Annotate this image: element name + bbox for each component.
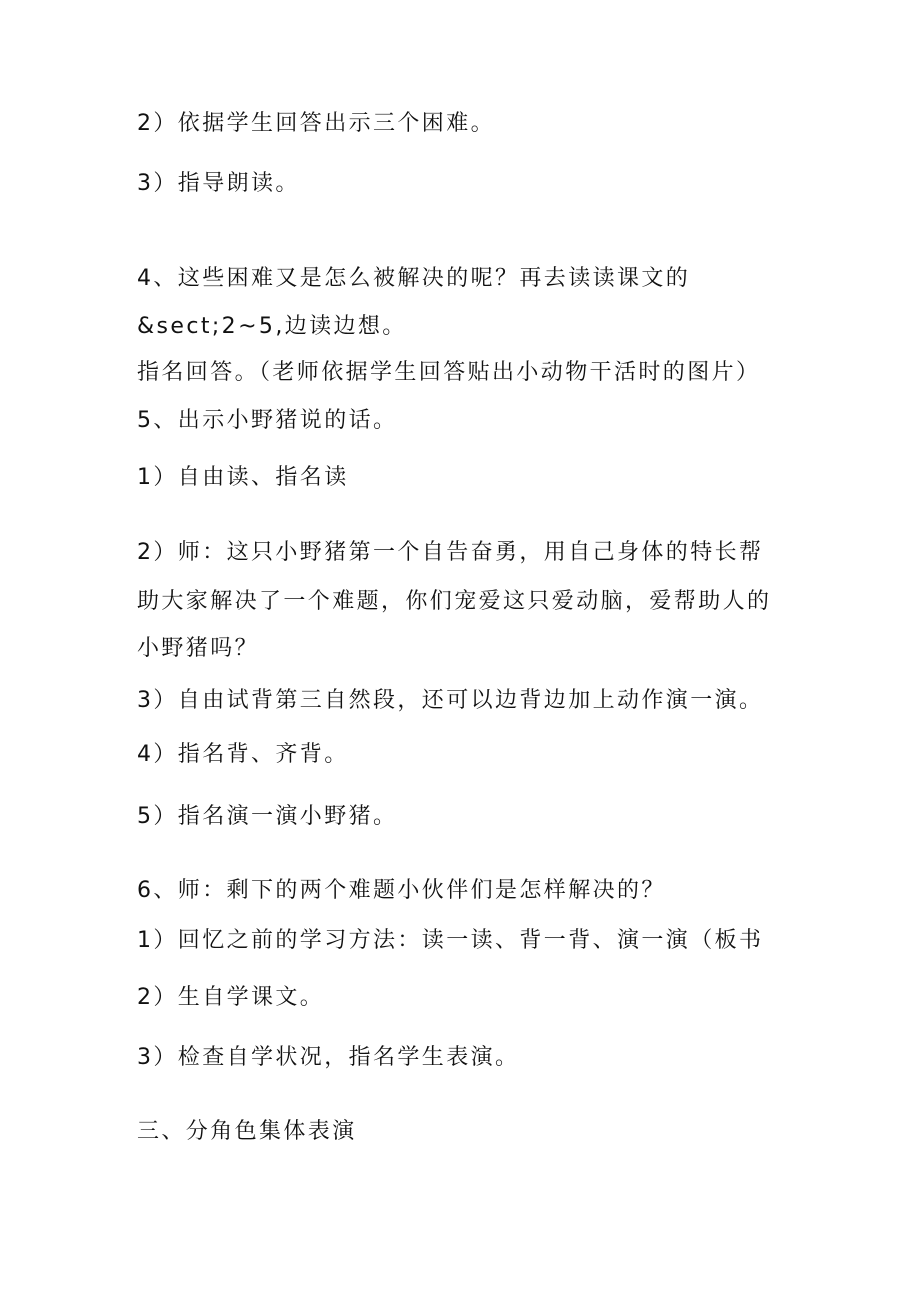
text-line-13: 5）指名演一演小野猪。	[137, 804, 398, 829]
text-line-10: 小野猪吗？	[137, 636, 260, 661]
text-line-11: 3）自由试背第三自然段，还可以边背边加上动作演一演。	[137, 688, 764, 713]
text-line-12: 4）指名背、齐背。	[137, 742, 349, 767]
text-line-7: 1）自由读、指名读	[137, 465, 349, 490]
text-line-8: 2）师：这只小野猪第一个自告奋勇，用自己身体的特长帮	[137, 540, 764, 565]
text-line-14: 6、师：剩下的两个难题小伙伴们是怎样解决的？	[137, 878, 666, 903]
text-line-15: 1）回忆之前的学习方法：读一读、背一背、演一演（板书	[137, 928, 764, 953]
text-line-6: 5、出示小野猪说的话。	[137, 408, 398, 433]
text-line-9: 助大家解决了一个难题，你们宠爱这只爱动脑，爱帮助人的	[137, 589, 772, 614]
text-line-4: &sect;2~5,边读边想。	[137, 314, 407, 339]
text-line-2: 3）指导朗读。	[137, 171, 300, 196]
text-line-1: 2）依据学生回答出示三个困难。	[137, 111, 495, 136]
text-line-3: 4、这些困难又是怎么被解决的呢？再去读读课文的	[137, 266, 691, 291]
section-heading: 三、分角色集体表演	[137, 1119, 357, 1144]
text-line-17: 3）检查自学状况，指名学生表演。	[137, 1045, 520, 1070]
text-line-5: 指名回答。（老师依据学生回答贴出小动物干活时的图片）	[137, 360, 761, 385]
text-line-16: 2）生自学课文。	[137, 985, 325, 1010]
